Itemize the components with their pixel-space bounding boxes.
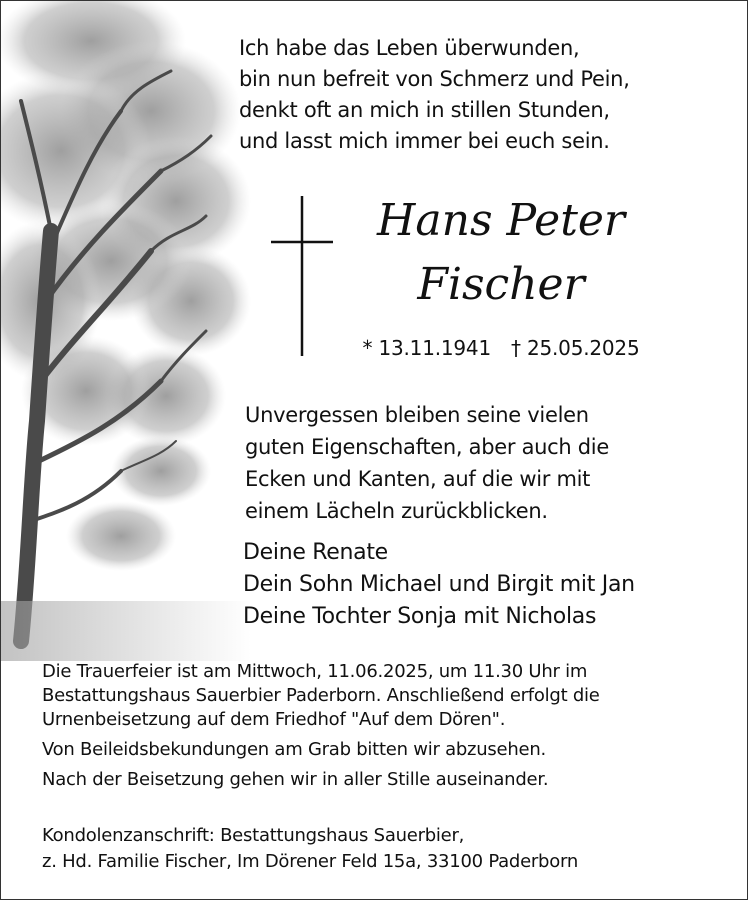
funeral-line: Bestattungshaus Sauerbier Paderborn. Anschließend erfolgt die [42,685,600,706]
mourner: Deine Tochter Sonja mit Nicholas [243,604,597,629]
tribute-line: Unvergessen bleiben seine vielen [245,403,589,427]
poem-line: bin nun befreit von Schmerz und Pein, [239,67,630,91]
mourner: Dein Sohn Michael und Birgit mit Jan [243,572,635,597]
birth-date: * 13.11.1941 [362,336,491,360]
funeral-info [42,660,742,732]
poem [239,33,719,157]
life-dates [336,336,666,360]
poem-line: und lasst mich immer bei euch sein. [239,129,610,153]
condolence-line: Kondolenzanschrift: Bestattungshaus Sauerbier, [42,825,465,846]
deceased-name [336,189,666,317]
silence-note: Nach der Beisetzung gehen wir in aller Stille auseinander. [42,769,549,790]
deceased-surname: Fischer [417,259,585,310]
mourners-list [243,537,733,633]
funeral-line: Urnenbeisetzung auf dem Friedhof "Auf dem Dören". [42,709,506,730]
tribute-line: guten Eigenschaften, aber auch die [245,435,609,459]
mourner: Deine Renate [243,540,388,565]
condolence-line: z. Hd. Familie Fischer, Im Dörener Feld 15a, 33100 Paderborn [42,851,578,872]
deceased-first-names: Hans Peter [377,195,625,246]
tribute-line: einem Lächeln zurückblicken. [245,499,548,523]
death-date: † 25.05.2025 [511,336,640,360]
poem-line: Ich habe das Leben überwunden, [239,36,580,60]
tree-illustration [1,1,251,661]
poem-line: denkt oft an mich in stillen Stunden, [239,98,610,122]
condolence-address [42,823,742,875]
condolence-request: Von Beileidsbekundungen am Grab bitten wir abzusehen. [42,739,546,760]
tribute-text [245,399,715,527]
tribute-line: Ecken und Kanten, auf die wir mit [245,467,591,491]
funeral-details [42,660,742,798]
cross-icon [271,196,333,361]
funeral-line: Die Trauerfeier ist am Mittwoch, 11.06.2025, um 11.30 Uhr im [42,661,588,682]
